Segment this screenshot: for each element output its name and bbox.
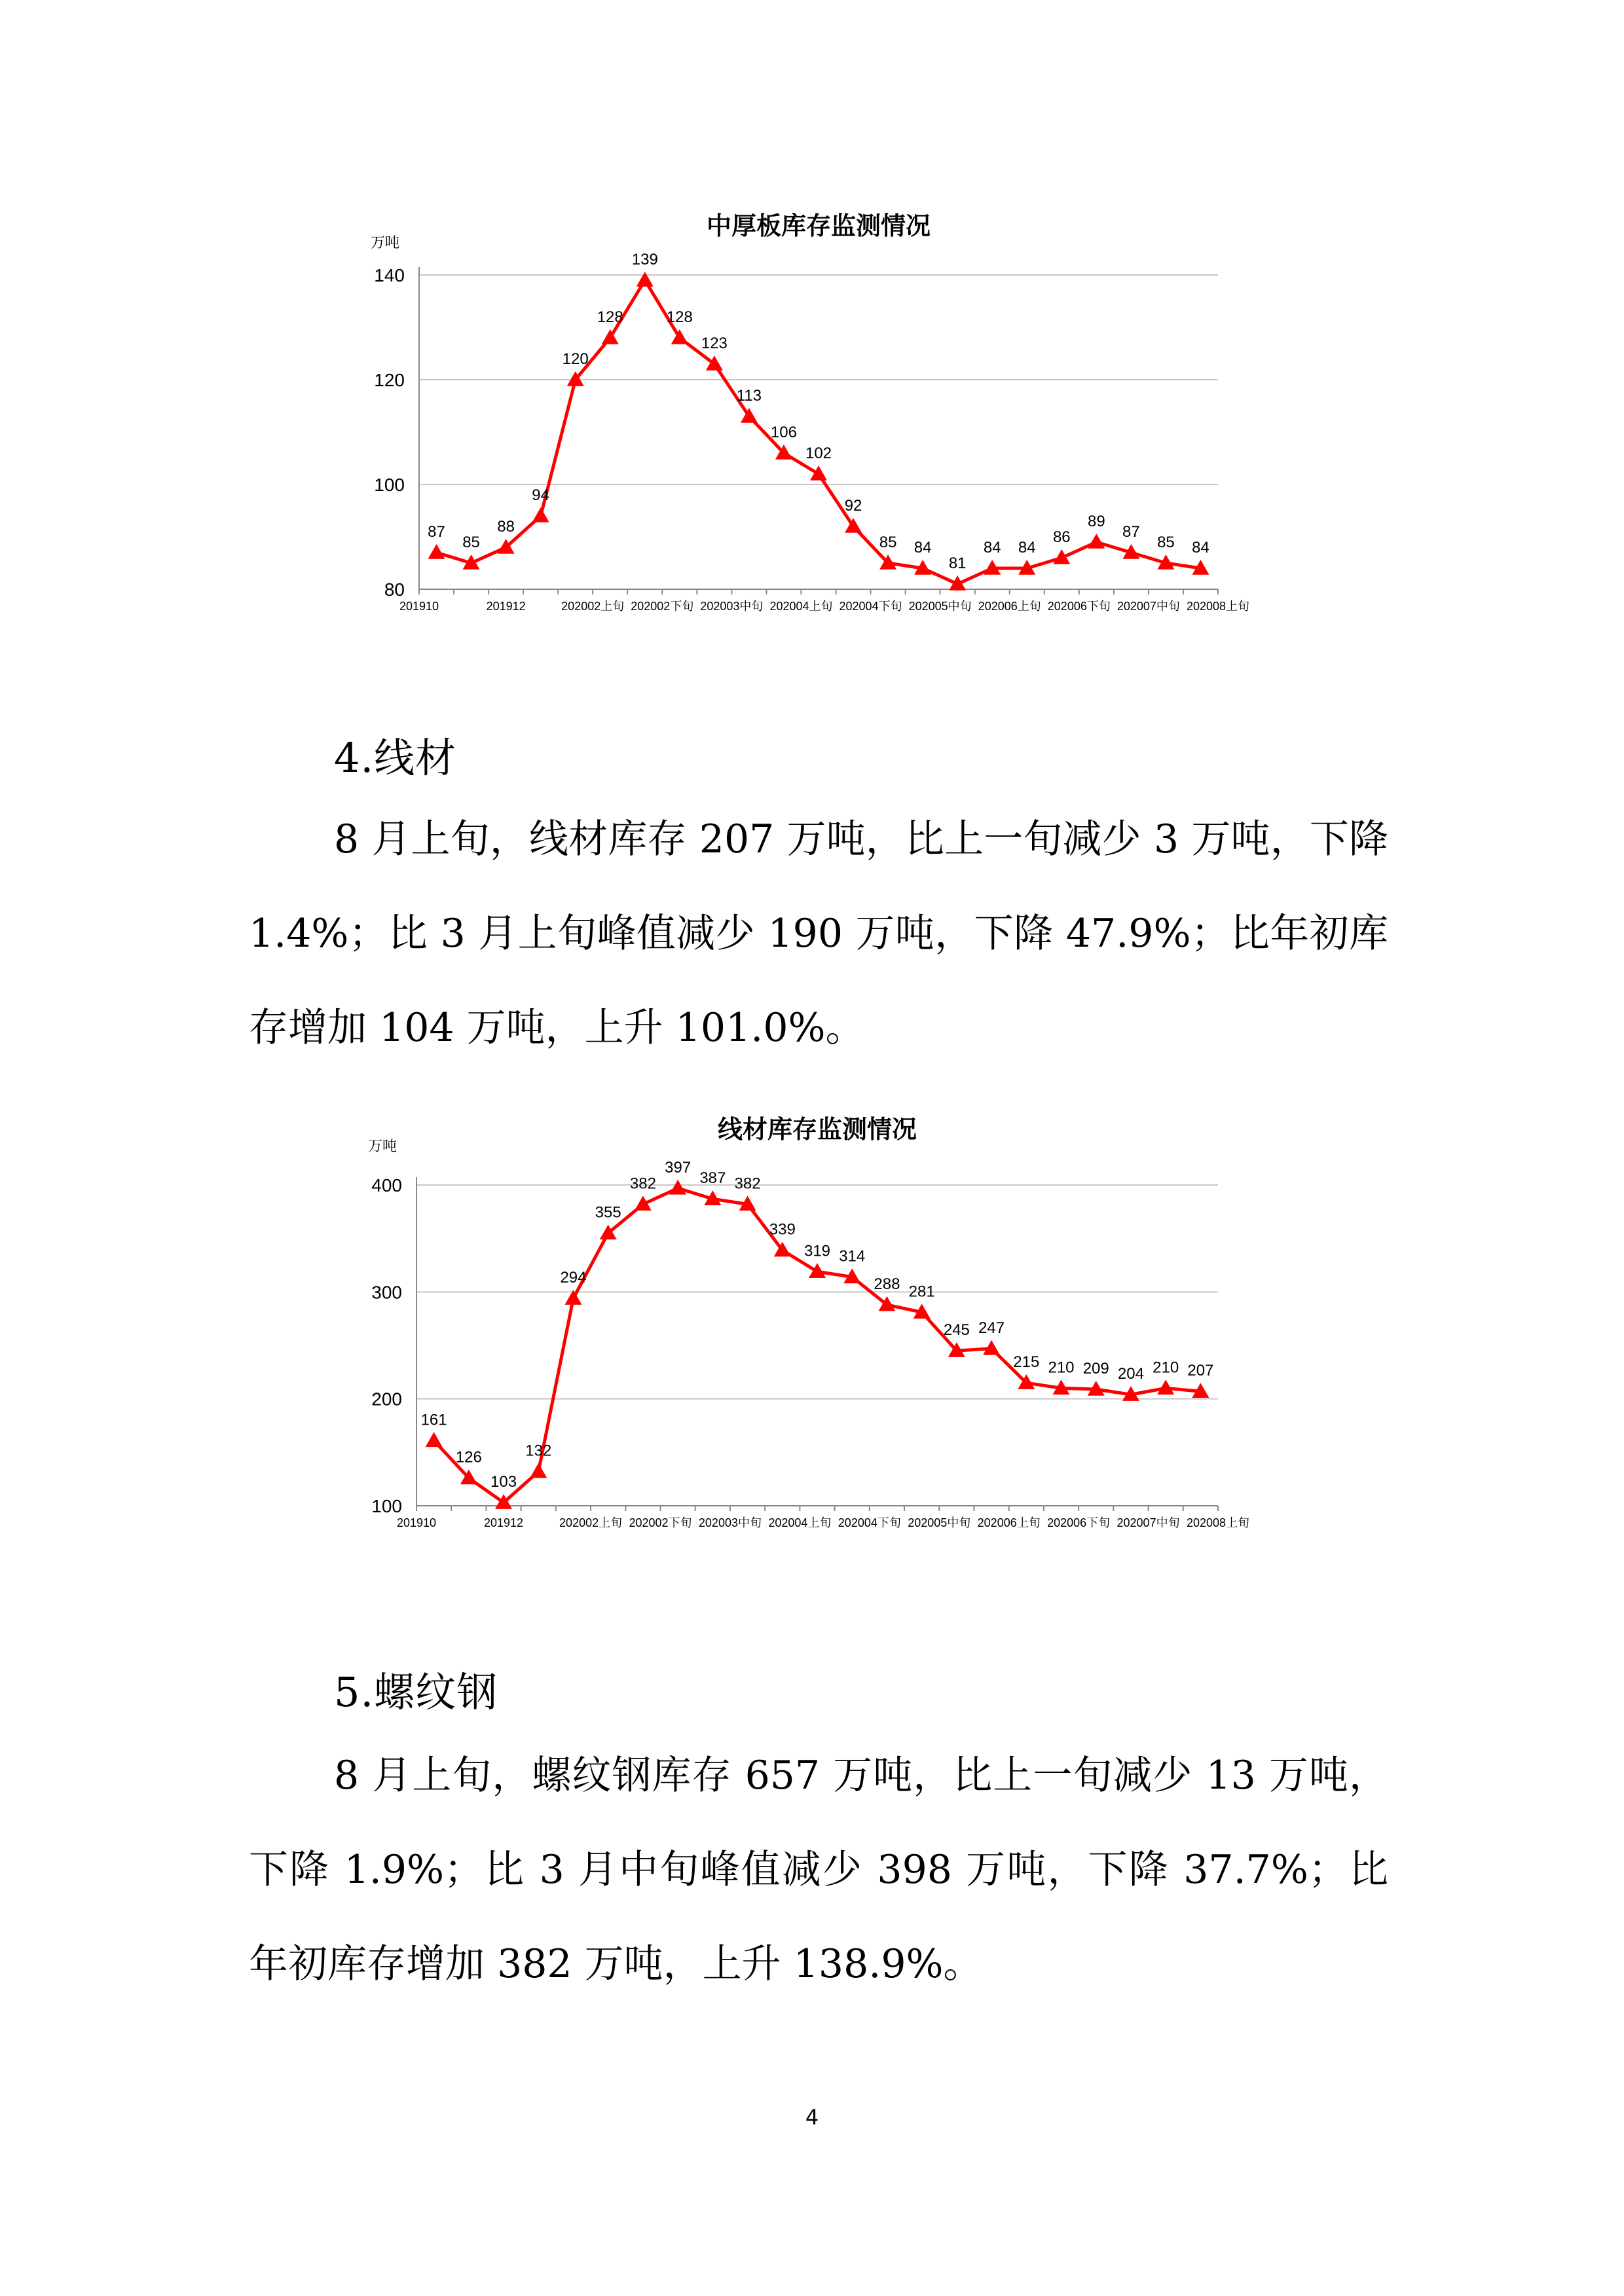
data-label: 103 [490,1473,517,1491]
data-point-marker [669,1180,686,1195]
wire-rod-paragraph: 8 月上旬，线材库存 207 万吨，比上一旬减少 3 万吨，下降 1.4%；比 3 月上旬峰值减少 190 万吨，下降 47.9%；比年初库存增加 104 万吨，上升 101.0%。 [249,816,1388,1051]
x-tick-label: 202006上旬 [978,600,1041,613]
data-label: 204 [1117,1365,1144,1383]
x-tick-label: 202004下旬 [839,600,902,613]
data-label: 85 [879,534,897,551]
data-label: 106 [770,424,797,441]
x-tick-label: 202002上旬 [559,1516,623,1529]
data-point-marker [637,272,654,287]
data-label: 89 [1087,513,1105,530]
data-label: 382 [734,1175,761,1193]
data-point-marker [532,507,549,522]
data-label: 247 [978,1319,1005,1337]
data-label: 209 [1082,1359,1109,1377]
data-label: 210 [1153,1358,1179,1377]
data-label: 123 [701,335,728,352]
data-label: 139 [631,251,658,268]
data-point-marker [809,1263,826,1278]
unit-label: 万吨 [370,235,399,251]
data-label: 207 [1187,1362,1214,1380]
y-tick-label: 80 [384,579,405,600]
x-tick-label: 202005中旬 [908,600,972,613]
data-label: 126 [455,1448,482,1467]
data-point-marker [671,329,688,344]
data-label: 210 [1048,1358,1075,1377]
x-tick-label: 202004上旬 [768,1516,832,1529]
data-point-marker [428,544,445,559]
x-tick-label: 202006下旬 [1047,1516,1111,1529]
data-label: 245 [943,1321,970,1339]
data-label: 355 [595,1203,621,1222]
data-label: 120 [562,350,589,368]
data-label: 85 [1157,534,1175,551]
chart-title: 线材库存监测情况 [717,1115,917,1144]
data-point-marker [810,465,827,481]
data-label: 81 [948,555,967,572]
data-label: 84 [913,539,932,556]
x-tick-label: 202004上旬 [769,600,833,613]
data-label: 397 [665,1158,692,1176]
x-tick-label: 202002下旬 [631,600,694,613]
x-tick-label: 202002下旬 [629,1516,692,1529]
data-label: 387 [699,1169,726,1188]
y-tick-label: 140 [374,265,405,285]
x-tick-label: 202008上旬 [1186,1516,1250,1529]
data-label: 288 [874,1275,900,1293]
unit-label: 万吨 [367,1139,397,1155]
data-label: 86 [1052,528,1071,546]
data-label: 314 [839,1247,866,1266]
data-point-marker [426,1432,443,1447]
data-point-marker [1088,534,1105,549]
data-label: 92 [844,497,862,515]
x-tick-label: 202003中旬 [700,600,764,613]
wire-rod-inventory-chart [0,1100,1624,1558]
wire-rod-inventory-chart-svg [0,1100,1624,1558]
x-tick-label: 201910 [399,600,439,613]
x-tick-label: 201912 [484,1516,524,1529]
data-label: 94 [532,486,550,504]
data-label: 84 [1018,539,1036,556]
x-tick-label: 202004下旬 [838,1516,901,1529]
plate-inventory-chart-svg [0,196,1624,655]
x-tick-label: 202006下旬 [1047,600,1111,613]
y-tick-label: 100 [374,475,405,495]
data-label: 128 [666,308,693,326]
x-tick-label: 202002上旬 [561,600,625,613]
data-label: 84 [983,539,1001,556]
y-tick-label: 120 [374,370,405,390]
data-label: 87 [1122,523,1140,541]
x-tick-label: 201912 [486,600,526,613]
plate-inventory-chart [0,196,1624,655]
rebar-heading: 5.螺纹钢 [334,1668,498,1716]
x-tick-label: 202008上旬 [1186,600,1250,613]
y-tick-label: 400 [371,1175,402,1195]
x-tick-label: 202003中旬 [698,1516,762,1529]
data-label: 128 [597,308,623,326]
data-label: 339 [769,1220,796,1239]
data-label: 84 [1192,539,1209,556]
wire-rod-heading: 4.线材 [334,734,457,782]
data-label: 85 [462,534,480,551]
data-label: 88 [497,518,515,536]
y-tick-label: 200 [371,1389,402,1410]
data-label: 382 [629,1175,656,1193]
data-label: 319 [803,1242,831,1260]
data-label: 102 [805,445,832,462]
chart-title: 中厚板库存监测情况 [706,211,931,240]
x-tick-label: 202005中旬 [908,1516,971,1529]
series-line [437,280,1201,584]
data-label: 132 [525,1442,552,1460]
data-label: 87 [428,523,445,541]
y-tick-label: 100 [371,1496,402,1516]
x-tick-label: 202007中旬 [1116,1516,1180,1529]
data-label: 113 [736,387,762,405]
data-point-marker [530,1463,547,1478]
x-tick-label: 202006上旬 [977,1516,1041,1529]
y-tick-label: 300 [371,1282,402,1303]
data-label: 215 [1013,1353,1040,1372]
x-tick-label: 202007中旬 [1116,600,1180,613]
page-number: 4 [805,2105,819,2130]
data-label: 294 [560,1269,587,1287]
data-label: 281 [908,1283,935,1301]
data-point-marker [602,329,619,344]
data-label: 161 [420,1411,447,1429]
x-tick-label: 201910 [396,1516,437,1529]
rebar-paragraph: 8 月上旬，螺纹钢库存 657 万吨，比上一旬减少 13 万吨，下降 1.9%；比 3 月中旬峰值减少 398 万吨，下降 37.7%；比年初库存增加 382 万吨，上升 138.9%。 [249,1753,1388,1987]
